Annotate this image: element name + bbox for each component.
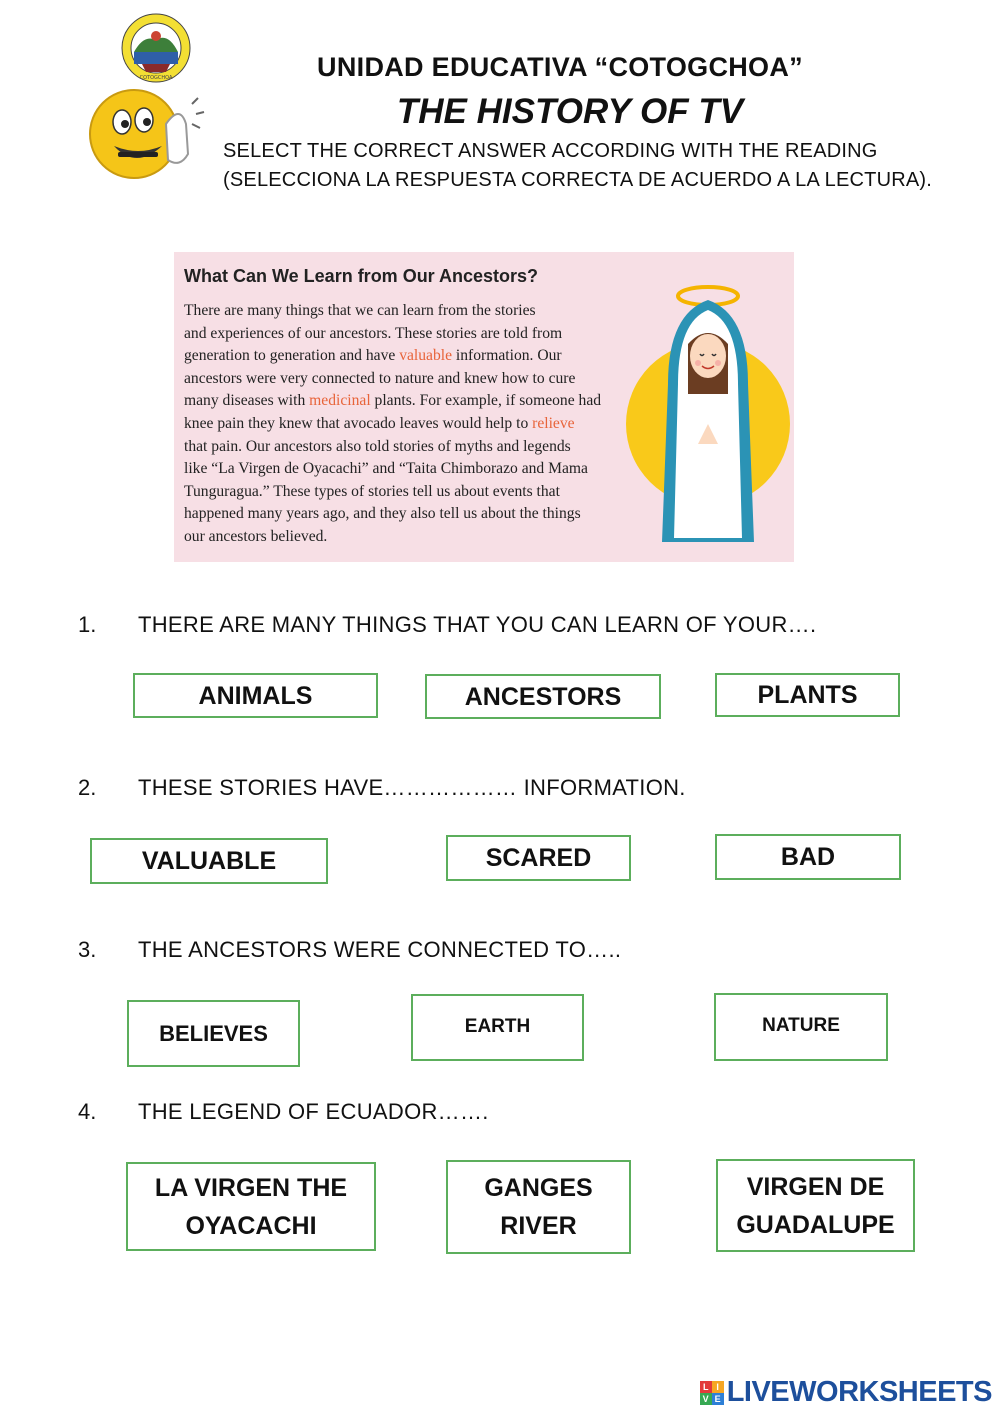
reading-line: knee pain they knew that avocado leaves would help to relieve xyxy=(184,414,575,432)
brand-name: LIVEWORKSHEETS xyxy=(726,1376,992,1408)
highlighted-word: medicinal xyxy=(309,392,371,410)
answer-option[interactable]: GANGES RIVER xyxy=(446,1160,631,1254)
virgin-mary-icon xyxy=(622,274,794,554)
reading-line: like “La Virgen de Oyacachi” and “Taita Chimborazo and Mama xyxy=(184,460,588,478)
question-1-number: 1. xyxy=(78,612,97,637)
question-1-text: THERE ARE MANY THINGS THAT YOU CAN LEARN OF YOUR…. xyxy=(138,612,817,637)
reading-line: many diseases with medicinal plants. For example, if someone had xyxy=(184,392,602,410)
reading-line: our ancestors believed. xyxy=(184,527,328,545)
waving-smiley-icon xyxy=(88,84,212,184)
reading-text xyxy=(184,300,602,549)
answer-option[interactable]: ANIMALS xyxy=(133,673,378,718)
page-title: THE HISTORY OF TV xyxy=(396,92,744,131)
reading-passage xyxy=(174,252,794,562)
question-4-text: THE LEGEND OF ECUADOR……. xyxy=(138,1099,489,1124)
answer-option[interactable]: LA VIRGEN THE OYACACHI xyxy=(126,1162,376,1251)
answer-option[interactable]: NATURE xyxy=(714,993,888,1061)
answer-option[interactable]: ANCESTORS xyxy=(425,674,661,719)
school-crest-icon xyxy=(120,12,192,84)
reading-title: What Can We Learn from Our Ancestors? xyxy=(184,266,539,286)
highlighted-word: valuable xyxy=(399,347,453,365)
reading-line: ancestors were very connected to nature and knew how to cure xyxy=(184,369,576,387)
instruction-line-2: (SELECCIONA LA RESPUESTA CORRECTA DE ACUERDO A LA LECTURA). xyxy=(223,169,933,191)
question-3-text: THE ANCESTORS WERE CONNECTED TO….. xyxy=(138,937,622,962)
highlighted-word: relieve xyxy=(532,414,575,432)
answer-option[interactable]: PLANTS xyxy=(715,673,900,717)
question-3-number: 3. xyxy=(78,937,97,962)
reading-line: There are many things that we can learn from the stories xyxy=(184,302,536,319)
liveworksheets-badge-icon: L I V E xyxy=(700,1381,724,1405)
reading-line: that pain. Our ancestors also told stories of myths and legends xyxy=(184,437,571,455)
answer-option[interactable]: SCARED xyxy=(446,835,631,881)
liveworksheets-logo xyxy=(700,1376,992,1409)
reading-line: and experiences of our ancestors. These stories are told from xyxy=(184,324,563,342)
question-2-number: 2. xyxy=(78,775,97,800)
answer-option[interactable]: VALUABLE xyxy=(90,838,328,884)
instruction-line-1: SELECT THE CORRECT ANSWER ACCORDING WITH THE READING xyxy=(223,140,878,162)
reading-line: generation to generation and have valuable information. Our xyxy=(184,347,562,365)
question-2-text: THESE STORIES HAVE……………… INFORMATION. xyxy=(138,775,686,800)
school-name: UNIDAD EDUCATIVA “COTOGCHOA” xyxy=(317,52,803,82)
answer-option[interactable]: VIRGEN DE GUADALUPE xyxy=(716,1159,915,1252)
svg-text:COTOGCHOA: COTOGCHOA xyxy=(139,75,173,81)
question-4-number: 4. xyxy=(78,1099,97,1124)
answer-option[interactable]: EARTH xyxy=(411,994,584,1061)
reading-line: Tunguragua.” These types of stories tell us about events that xyxy=(184,482,560,500)
answer-option[interactable]: BELIEVES xyxy=(127,1000,300,1067)
reading-line: happened many years ago, and they also tell us about the things xyxy=(184,505,581,523)
answer-option[interactable]: BAD xyxy=(715,834,901,880)
